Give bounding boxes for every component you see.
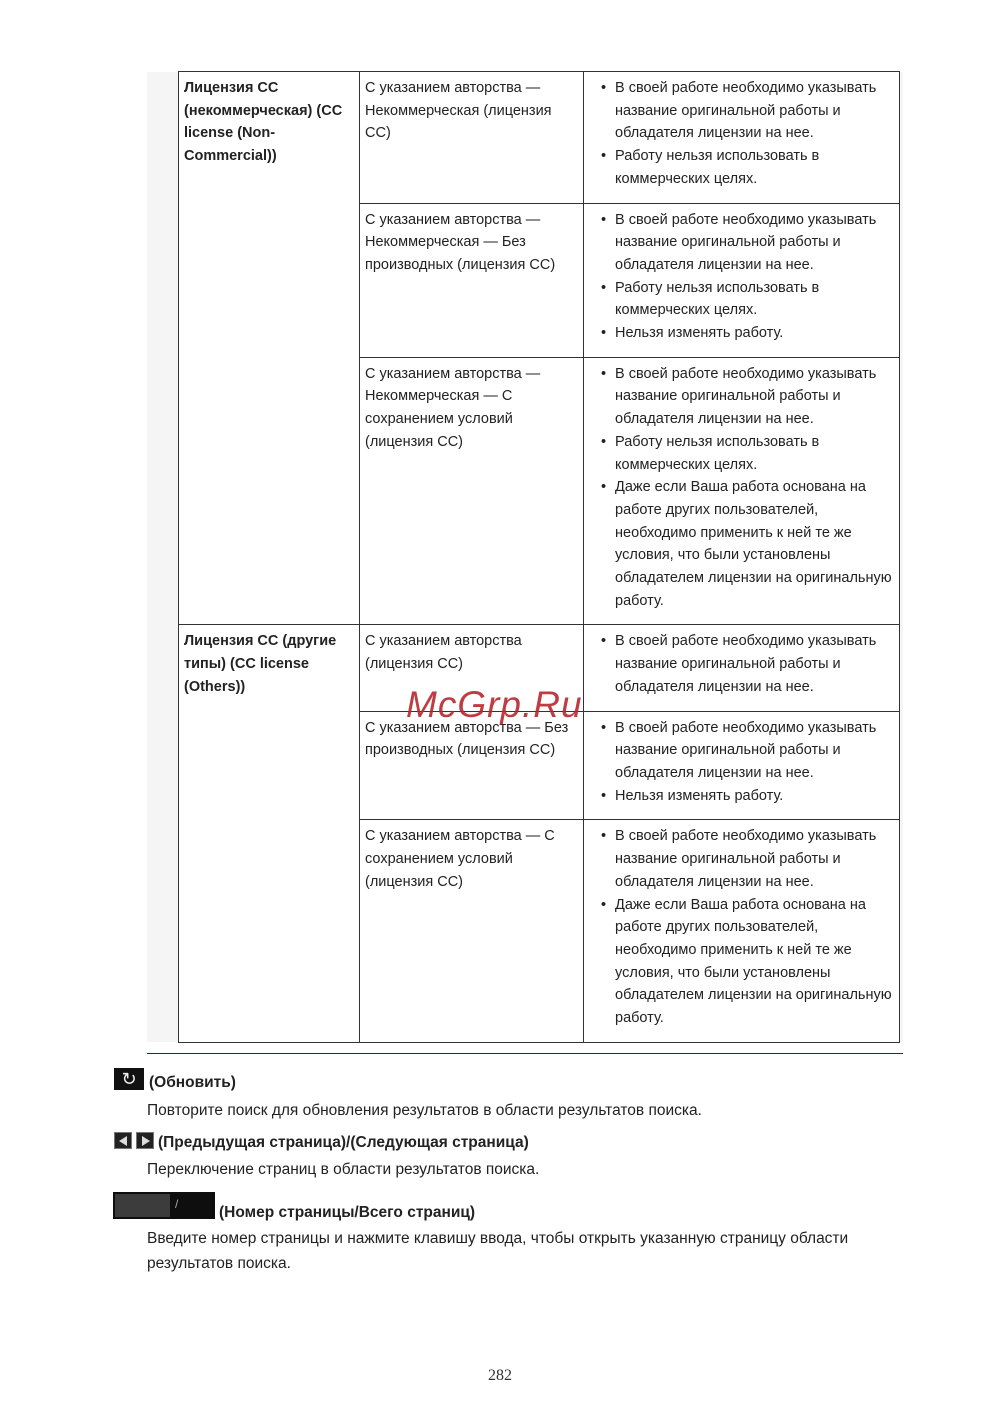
license-table-body	[179, 72, 900, 1043]
list-item: • В своей работе необходимо указывать название оригинальной работы и обладателя лицензии на нее.	[615, 825, 894, 893]
list-item: • Нельзя изменять работу.	[615, 785, 894, 808]
license-name-cell: С указанием авторства (лицензия CC)	[360, 625, 584, 711]
page-number-description: Введите номер страницы и нажмите клавишу ввода, чтобы открыть указанную страницу области результатов поиска.	[147, 1230, 849, 1272]
license-conditions-cell	[584, 711, 900, 820]
footer-page-number: 282	[488, 1367, 512, 1384]
section-divider	[147, 1053, 903, 1054]
conditions-list	[589, 209, 894, 345]
license-conditions-cell	[584, 820, 900, 1042]
license-conditions-cell	[584, 625, 900, 711]
list-item: • В своей работе необходимо указывать название оригинальной работы и обладателя лицензии на нее.	[615, 630, 894, 698]
conditions-list	[589, 825, 894, 1029]
refresh-description: Повторите поиск для обновления результатов в области результатов поиска.	[147, 1102, 702, 1119]
list-item: • В своей работе необходимо указывать название оригинальной работы и обладателя лицензии на нее.	[615, 209, 894, 277]
paging-title: (Предыдущая страница)/(Следующая страница)	[158, 1134, 529, 1151]
list-item: • Нельзя изменять работу.	[615, 322, 894, 345]
refresh-icon: ↻	[114, 1068, 144, 1090]
list-item: • В своей работе необходимо указывать название оригинальной работы и обладателя лицензии на нее.	[615, 77, 894, 145]
license-name-cell: С указанием авторства — Некоммерческая — С сохранением условий (лицензия CC)	[360, 357, 584, 625]
page-separator: /	[175, 1197, 179, 1211]
list-item: • Работу нельзя использовать в коммерческих целях.	[615, 431, 894, 476]
license-type-cell: Лицензия CC (другие типы) (CC license (Others))	[179, 625, 360, 1042]
license-conditions-cell	[584, 72, 900, 204]
license-name-cell: С указанием авторства — Без производных (лицензия CC)	[360, 711, 584, 820]
conditions-list	[589, 630, 894, 698]
watermark: McGrp.Ru	[406, 684, 583, 725]
page-number-box	[113, 1192, 215, 1219]
license-table	[178, 71, 900, 1043]
conditions-list	[589, 363, 894, 613]
license-conditions-cell	[584, 203, 900, 357]
refresh-title: (Обновить)	[149, 1074, 236, 1091]
previous-page-icon	[114, 1132, 132, 1149]
table-row	[179, 72, 900, 204]
page-number-title: (Номер страницы/Всего страниц)	[219, 1204, 476, 1221]
license-name-cell: С указанием авторства — Некоммерческая (лицензия CC)	[360, 72, 584, 204]
list-item: • Работу нельзя использовать в коммерческих целях.	[615, 277, 894, 322]
list-item: • В своей работе необходимо указывать название оригинальной работы и обладателя лицензии на нее.	[615, 717, 894, 785]
license-conditions-cell	[584, 357, 900, 625]
conditions-list	[589, 717, 894, 808]
license-name-cell: С указанием авторства — С сохранением условий (лицензия CC)	[360, 820, 584, 1042]
license-name-cell: С указанием авторства — Некоммерческая — Без производных (лицензия CC)	[360, 203, 584, 357]
list-item: • В своей работе необходимо указывать название оригинальной работы и обладателя лицензии на нее.	[615, 363, 894, 431]
conditions-list	[589, 77, 894, 191]
list-item: • Даже если Ваша работа основана на работе других пользователей, необходимо применить к ней те же условия, что были установлены обладателем лицензии на оригинальную работу.	[615, 476, 894, 612]
license-type-cell: Лицензия CC (некоммерческая) (CC license (Non-Commercial))	[179, 72, 360, 625]
list-item: • Даже если Ваша работа основана на работе других пользователей, необходимо применить к ней те же условия, что были установлены обладателем лицензии на оригинальную работу.	[615, 894, 894, 1030]
paging-description: Переключение страниц в области результатов поиска.	[147, 1161, 540, 1178]
page-number-field	[115, 1194, 170, 1217]
list-item: • Работу нельзя использовать в коммерческих целях.	[615, 145, 894, 190]
next-page-icon	[136, 1132, 154, 1149]
